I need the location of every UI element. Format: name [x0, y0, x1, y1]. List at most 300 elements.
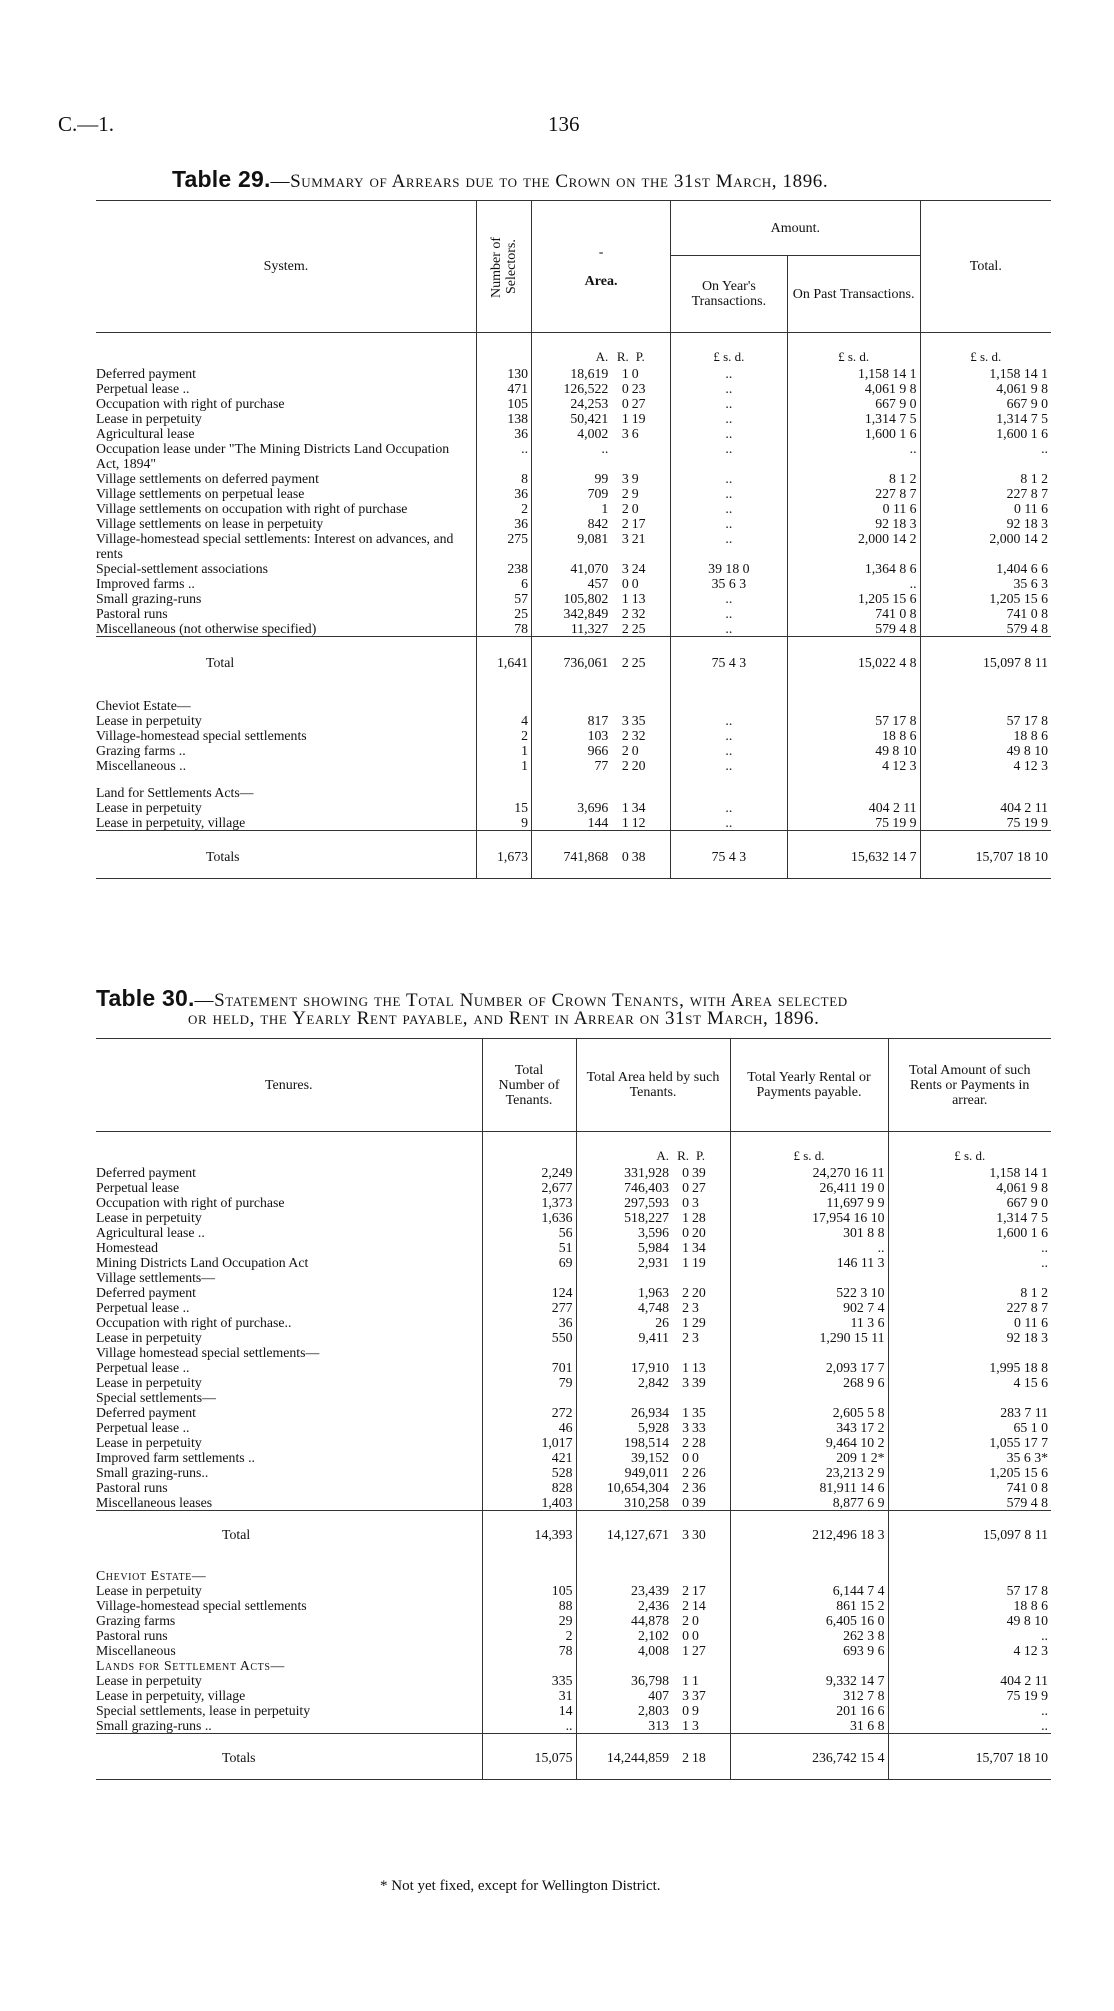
- area-perches: 26: [692, 1465, 706, 1480]
- total-amount: 1,205 15 6: [920, 591, 1051, 606]
- total-amount: 92 18 3: [920, 516, 1051, 531]
- tenants: 105: [482, 1583, 576, 1598]
- row-label: Occupation lease under "The Mining Districts Land Occupation Act, 1894": [96, 441, 450, 471]
- tenants: 14,393: [482, 1511, 576, 1561]
- yearly-rental: ..: [730, 1240, 888, 1255]
- on-past: 1,158 14 1: [787, 364, 920, 381]
- area-acres: 2,102: [576, 1628, 672, 1643]
- area-perches: 34: [692, 1240, 706, 1255]
- row-label: Agricultural lease: [96, 426, 195, 441]
- selectors: 275: [476, 531, 531, 561]
- on-past: 0 11 6: [787, 501, 920, 516]
- selectors: ..: [476, 441, 531, 471]
- arrear: 667 9 0: [888, 1195, 1051, 1210]
- area-acres: 23,439: [576, 1583, 672, 1598]
- tenants: 528: [482, 1465, 576, 1480]
- table-row: [96, 516, 1051, 531]
- tenants: [482, 1270, 576, 1285]
- table-row: [96, 1315, 1051, 1330]
- empty-cell: [532, 773, 612, 800]
- row-label: Totals: [206, 849, 240, 864]
- selectors: 1: [476, 743, 531, 758]
- table-row: [96, 1405, 1051, 1420]
- total-amount: 4,061 9 8: [920, 381, 1051, 396]
- area-perches: 30: [692, 1527, 706, 1542]
- area-acres: 4,008: [576, 1643, 672, 1658]
- table-row: [96, 411, 1051, 426]
- arrear: [888, 1270, 1051, 1285]
- area-perches: 24: [631, 561, 646, 576]
- total-amount: 227 8 7: [920, 486, 1051, 501]
- area-perches: 33: [692, 1420, 706, 1435]
- area-acres: 709: [532, 486, 612, 501]
- area-roods: 1: [621, 411, 629, 426]
- area-roods: 3: [621, 713, 629, 728]
- area-acres: 103: [532, 728, 612, 743]
- arrear: 15,097 8 11: [888, 1511, 1051, 1561]
- tenants: 2: [482, 1628, 576, 1643]
- total-amount: 1,314 7 5: [920, 411, 1051, 426]
- area-acres: 4,748: [576, 1300, 672, 1315]
- area-acres: 126,522: [532, 381, 612, 396]
- tenants: 88: [482, 1598, 576, 1613]
- on-past: 404 2 11: [787, 800, 920, 815]
- area-acres: 949,011: [576, 1465, 672, 1480]
- tenants: 421: [482, 1450, 576, 1465]
- table-row: [96, 1495, 1051, 1511]
- arrear: 1,314 7 5: [888, 1210, 1051, 1225]
- area-acres: 24,253: [532, 396, 612, 411]
- row-label: Special settlements, lease in perpetuity: [96, 1703, 311, 1718]
- t30-col-area: Total Area held by such Tenants.: [576, 1039, 730, 1132]
- arrear: ..: [888, 1255, 1051, 1270]
- area-perches: 32: [631, 728, 646, 743]
- area-acres: 17,910: [576, 1360, 672, 1375]
- table29-title-text: —Summary of Arrears due to the Crown on the 31st March, 1896.: [270, 171, 829, 192]
- arrear: 35 6 3*: [888, 1450, 1051, 1465]
- area-perches: 0: [631, 576, 639, 591]
- total-amount: ..: [920, 441, 1051, 471]
- area-acres: 36,798: [576, 1673, 672, 1688]
- arrear: ..: [888, 1240, 1051, 1255]
- area-perches: 23: [631, 381, 646, 396]
- area-acres: [576, 1345, 672, 1360]
- area-roods: 2: [682, 1613, 689, 1628]
- area-roods: 0: [682, 1165, 689, 1180]
- total-amount: 667 9 0: [920, 396, 1051, 411]
- yearly-rental: 522 3 10: [730, 1285, 888, 1300]
- area-roods: 2: [682, 1750, 689, 1765]
- on-year: ..: [671, 486, 788, 501]
- area-acres: 2,842: [576, 1375, 672, 1390]
- area-acres: 518,227: [576, 1210, 672, 1225]
- row-label: Village settlements on occupation with right of purchase: [96, 501, 408, 516]
- on-year: ..: [671, 800, 788, 815]
- area-roods: 1: [682, 1405, 689, 1420]
- arrear: 1,995 18 8: [888, 1360, 1051, 1375]
- area-perches: 3: [692, 1300, 699, 1315]
- area-acres: 10,654,304: [576, 1480, 672, 1495]
- total-amount: 1,404 6 6: [920, 561, 1051, 576]
- table-row: [96, 1390, 1051, 1405]
- row-label: Homestead: [96, 1240, 159, 1255]
- area-roods: 1: [682, 1718, 689, 1733]
- t29-col-selectors: Number of Selectors.: [488, 235, 519, 298]
- table-row: [96, 1330, 1051, 1345]
- on-past: 15,022 4 8: [787, 637, 920, 689]
- yearly-rental: 1,290 15 11: [730, 1330, 888, 1345]
- table-row: [96, 364, 1051, 381]
- area-roods: [611, 441, 631, 471]
- row-label: Pastoral runs: [96, 606, 168, 621]
- tenants: 2,677: [482, 1180, 576, 1195]
- area-perches: 18: [692, 1750, 706, 1765]
- on-year: ..: [671, 743, 788, 758]
- tenants: 1,636: [482, 1210, 576, 1225]
- row-label: Lease in perpetuity: [96, 800, 202, 815]
- area-perches: 39: [692, 1375, 706, 1390]
- area-perches: 35: [692, 1405, 706, 1420]
- area-roods: 0: [682, 1628, 689, 1643]
- row-label: Village-homestead special settlements: [96, 1598, 307, 1613]
- total-amount: 579 4 8: [920, 621, 1051, 637]
- area-acres: 5,984: [576, 1240, 672, 1255]
- selectors: 15: [476, 800, 531, 815]
- t30-unit-arrear: £ s. d.: [888, 1132, 1051, 1164]
- area-perches: 1: [692, 1673, 699, 1688]
- area-perches: 0: [631, 743, 639, 758]
- total-amount: 741 0 8: [920, 606, 1051, 621]
- page-number: 136: [548, 112, 580, 136]
- row-label: Deferred payment: [96, 1285, 196, 1300]
- row-label: Lease in perpetuity: [96, 1210, 202, 1225]
- row-label: Village settlements on lease in perpetuity: [96, 516, 324, 531]
- area-perches: 9: [631, 486, 639, 501]
- area-roods: 2: [682, 1465, 689, 1480]
- empty-cell: [532, 688, 612, 713]
- empty-cell: [692, 1658, 730, 1673]
- area-acres: 457: [532, 576, 612, 591]
- tenants: 2,249: [482, 1163, 576, 1180]
- table-row: [96, 1210, 1051, 1225]
- area-perches: 36: [692, 1480, 706, 1495]
- tenants: 14: [482, 1703, 576, 1718]
- selectors: 105: [476, 396, 531, 411]
- area-roods: 2: [621, 501, 629, 516]
- empty-cell: [787, 773, 920, 800]
- area-perches: 0: [692, 1628, 699, 1643]
- tenants: 78: [482, 1643, 576, 1658]
- selectors: 1,641: [476, 637, 531, 689]
- yearly-rental: 312 7 8: [730, 1688, 888, 1703]
- area-perches: 25: [631, 621, 646, 636]
- row-label: Grazing farms ..: [96, 743, 186, 758]
- area-perches: 12: [631, 815, 646, 830]
- table-row: [96, 1688, 1051, 1703]
- row-label: Miscellaneous leases: [96, 1495, 213, 1510]
- yearly-rental: 236,742 15 4: [730, 1734, 888, 1780]
- table-row: [96, 1240, 1051, 1255]
- total-row: [96, 637, 1051, 689]
- row-label: Deferred payment: [96, 1165, 196, 1180]
- area-roods: 1: [682, 1240, 689, 1255]
- table-row: [96, 441, 1051, 471]
- arrear: 283 7 11: [888, 1405, 1051, 1420]
- on-year: ..: [671, 516, 788, 531]
- arrear: 75 19 9: [888, 1688, 1051, 1703]
- on-past: 579 4 8: [787, 621, 920, 637]
- section-heading-row: [96, 773, 1051, 800]
- table-row: [96, 381, 1051, 396]
- area-perches: 37: [692, 1688, 706, 1703]
- row-label: Small grazing-runs..: [96, 1465, 209, 1480]
- tenants: [482, 1345, 576, 1360]
- area-roods: 0: [621, 381, 629, 396]
- area-acres: 11,327: [532, 621, 612, 637]
- row-label: Agricultural lease ..: [96, 1225, 205, 1240]
- table-row: [96, 501, 1051, 516]
- t29-area-label: Area.: [584, 273, 618, 289]
- tenants: 272: [482, 1405, 576, 1420]
- on-year: ..: [671, 758, 788, 773]
- empty-cell: [476, 773, 531, 800]
- area-perches: 28: [692, 1210, 706, 1225]
- area-acres: 99: [532, 471, 612, 486]
- arrear: 579 4 8: [888, 1495, 1051, 1511]
- table-row: [96, 1195, 1051, 1210]
- on-past: 18 8 6: [787, 728, 920, 743]
- t29-col-total: Total.: [920, 201, 1051, 333]
- empty-cell: [482, 1658, 576, 1673]
- area-perches: 39: [692, 1495, 706, 1510]
- yearly-rental: 343 17 2: [730, 1420, 888, 1435]
- selectors: 130: [476, 364, 531, 381]
- row-label: Miscellaneous ..: [96, 758, 187, 773]
- area-acres: 736,061: [532, 637, 612, 689]
- on-year: ..: [671, 713, 788, 728]
- on-year: 75 4 3: [671, 831, 788, 879]
- area-perches: 19: [692, 1255, 706, 1270]
- yearly-rental: 146 11 3: [730, 1255, 888, 1270]
- arrear: 49 8 10: [888, 1613, 1051, 1628]
- t30-unit-a: A.: [576, 1132, 672, 1164]
- on-year: ..: [671, 815, 788, 831]
- table-row: [96, 561, 1051, 576]
- arrear: 1,055 17 7: [888, 1435, 1051, 1450]
- area-roods: 1: [682, 1255, 689, 1270]
- yearly-rental: 301 8 8: [730, 1225, 888, 1240]
- area-roods: 1: [621, 800, 629, 815]
- row-label: Pastoral runs: [96, 1480, 168, 1495]
- table-row: [96, 1480, 1051, 1495]
- empty-cell: [632, 688, 671, 713]
- area-roods: 0: [621, 576, 629, 591]
- arrear: 741 0 8: [888, 1480, 1051, 1495]
- area-roods: 2: [682, 1598, 689, 1613]
- on-year: ..: [671, 381, 788, 396]
- area-roods: 0: [621, 396, 629, 411]
- on-past: 15,632 14 7: [787, 831, 920, 879]
- area-roods: 3: [621, 531, 629, 546]
- tenants: 1,403: [482, 1495, 576, 1511]
- area-perches: [632, 441, 671, 471]
- area-roods: 2: [621, 606, 629, 621]
- yearly-rental: 11,697 9 9: [730, 1195, 888, 1210]
- area-acres: 3,596: [576, 1225, 672, 1240]
- selectors: 1,673: [476, 831, 531, 879]
- area-acres: 2,436: [576, 1598, 672, 1613]
- area-roods: 2: [682, 1435, 689, 1450]
- table-row: [96, 1435, 1051, 1450]
- tenants: 701: [482, 1360, 576, 1375]
- t29-col-area: [532, 201, 671, 333]
- yearly-rental: [730, 1345, 888, 1360]
- yearly-rental: 9,332 14 7: [730, 1673, 888, 1688]
- yearly-rental: [730, 1390, 888, 1405]
- t30-col-tenures: Tenures.: [264, 1077, 313, 1093]
- area-roods: 2: [682, 1285, 689, 1300]
- empty-cell: [476, 688, 531, 713]
- row-label: Lease in perpetuity: [96, 1330, 202, 1345]
- on-year: ..: [671, 621, 788, 637]
- on-year: ..: [671, 441, 788, 471]
- arrear: ..: [888, 1628, 1051, 1643]
- table-row: [96, 621, 1051, 637]
- row-label: Perpetual lease ..: [96, 1360, 190, 1375]
- area-perches: 14: [692, 1598, 706, 1613]
- area-perches: 20: [692, 1285, 706, 1300]
- row-label: Miscellaneous: [96, 1643, 176, 1658]
- area-perches: 29: [692, 1315, 706, 1330]
- on-past: 1,314 7 5: [787, 411, 920, 426]
- tenants: 79: [482, 1375, 576, 1390]
- table-row: [96, 1643, 1051, 1658]
- table-row: [96, 728, 1051, 743]
- t30-unit-rental: £ s. d.: [730, 1132, 888, 1164]
- area-roods: 3: [621, 426, 629, 441]
- tenants: 15,075: [482, 1734, 576, 1780]
- on-year: 39 18 0: [671, 561, 788, 576]
- selectors: 2: [476, 728, 531, 743]
- t30-unit-p: P.: [696, 1148, 706, 1163]
- yearly-rental: 693 9 6: [730, 1643, 888, 1658]
- section-heading-row: [96, 1560, 1051, 1583]
- tenants: 56: [482, 1225, 576, 1240]
- area-roods: 0: [682, 1450, 689, 1465]
- area-acres: 342,849: [532, 606, 612, 621]
- arrear: ..: [888, 1703, 1051, 1718]
- area-perches: 21: [631, 531, 646, 546]
- on-year: 35 6 3: [671, 576, 788, 591]
- area-roods: 2: [621, 728, 629, 743]
- area-roods: 2: [621, 621, 629, 636]
- arrear: 92 18 3: [888, 1330, 1051, 1345]
- row-label: Perpetual lease ..: [96, 381, 190, 396]
- table-row: [96, 758, 1051, 773]
- table30: [96, 1038, 1051, 1780]
- area-roods: 2: [621, 486, 629, 501]
- empty-cell: [730, 1560, 888, 1583]
- table-row: [96, 1300, 1051, 1315]
- on-past: 4 12 3: [787, 758, 920, 773]
- area-perches: 20: [631, 758, 646, 773]
- row-label: Pastoral runs: [96, 1628, 168, 1643]
- arrear: 404 2 11: [888, 1673, 1051, 1688]
- area-perches: 17: [692, 1583, 706, 1598]
- area-acres: 44,878: [576, 1613, 672, 1628]
- area-acres: 5,928: [576, 1420, 672, 1435]
- row-label: Improved farms ..: [96, 576, 195, 591]
- total-amount: 75 19 9: [920, 815, 1051, 831]
- area-roods: [672, 1390, 692, 1405]
- area-perches: 38: [631, 849, 646, 864]
- row-label: Occupation with right of purchase: [96, 1195, 285, 1210]
- empty-cell: [611, 773, 631, 800]
- area-acres: 14,127,671: [576, 1511, 672, 1561]
- yearly-rental: 2,093 17 7: [730, 1360, 888, 1375]
- area-roods: 3: [682, 1375, 689, 1390]
- table29: [96, 200, 1051, 879]
- area-roods: 0: [682, 1225, 689, 1240]
- area-acres: 144: [532, 815, 612, 831]
- section-heading: Cheviot Estate—: [96, 1568, 207, 1583]
- area-acres: 817: [532, 713, 612, 728]
- table-row: [96, 800, 1051, 815]
- tenants: 69: [482, 1255, 576, 1270]
- row-label: Small grazing-runs: [96, 591, 202, 606]
- yearly-rental: 24,270 16 11: [730, 1163, 888, 1180]
- yearly-rental: 268 9 6: [730, 1375, 888, 1390]
- tenants: ..: [482, 1718, 576, 1734]
- table-row: [96, 1718, 1051, 1734]
- area-acres: 18,619: [532, 364, 612, 381]
- area-acres: [576, 1270, 672, 1285]
- t30-col-number: Total Number of Tenants.: [482, 1039, 576, 1132]
- on-past: 1,364 8 6: [787, 561, 920, 576]
- yearly-rental: [730, 1270, 888, 1285]
- area-acres: 9,411: [576, 1330, 672, 1345]
- selectors: 238: [476, 561, 531, 576]
- t29-unit-p: P.: [635, 349, 645, 364]
- row-label: Totals: [222, 1750, 256, 1765]
- area-acres: 310,258: [576, 1495, 672, 1511]
- area-acres: 26: [576, 1315, 672, 1330]
- selectors: 57: [476, 591, 531, 606]
- area-perches: 25: [631, 655, 646, 670]
- table-row: [96, 396, 1051, 411]
- table30-title-line1: —Statement showing the Total Number of Crown Tenants, with Area selected: [194, 990, 848, 1011]
- arrear: 18 8 6: [888, 1598, 1051, 1613]
- on-past: 8 1 2: [787, 471, 920, 486]
- yearly-rental: 2,605 5 8: [730, 1405, 888, 1420]
- table-row: [96, 1270, 1051, 1285]
- on-past: ..: [787, 576, 920, 591]
- area-perches: 34: [631, 800, 646, 815]
- area-perches: [692, 1390, 730, 1405]
- selectors: 36: [476, 486, 531, 501]
- selectors: 78: [476, 621, 531, 637]
- arrear: ..: [888, 1718, 1051, 1734]
- t29-unit-past: £ s. d.: [787, 333, 920, 365]
- area-roods: 1: [621, 815, 629, 830]
- empty-cell: [672, 1658, 692, 1673]
- area-roods: 0: [682, 1703, 689, 1718]
- t29-col-year: On Year's Transactions.: [671, 256, 788, 333]
- table-row: [96, 1628, 1051, 1643]
- selectors: 138: [476, 411, 531, 426]
- area-perches: 39: [692, 1165, 706, 1180]
- empty-cell: [920, 773, 1051, 800]
